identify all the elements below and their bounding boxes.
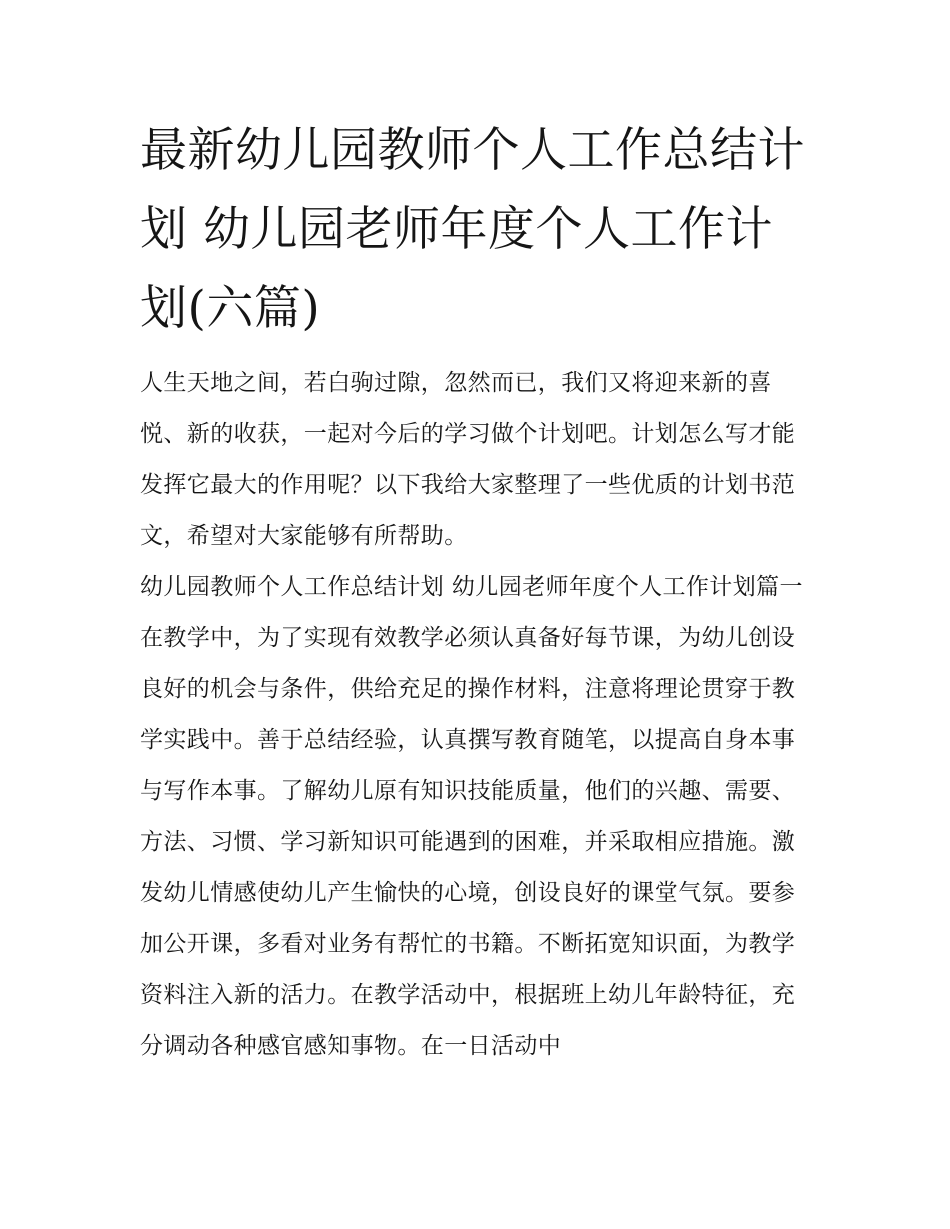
- document-page: [140, 111, 815, 1072]
- intro-paragraph: 人生天地之间，若白驹过隙，忽然而已，我们又将迎来新的喜悦、新的收获，一起对今后的学习做个计划吧。计划怎么写才能发挥它最大的作用呢？以下我给大家整理了一些优质的计划书范文，希望对大家能够有所帮助。: [140, 370, 796, 549]
- body-paragraph: 在教学中，为了实现有效教学必须认真备好每节课，为幼儿创设良好的机会与条件，供给充足的操作材料，注意将理论贯穿于教学实践中。善于总结经验，认真撰写教育随笔，以提高自身本事与写作本事。了解幼儿原有知识技能质量，他们的兴趣、需要、方法、习惯、学习新知识可能遇到的困难，并采取相应措施。激发幼儿情感使幼儿产生愉快的心境，创设良好的课堂气氛。要参加公开课，多看对业务有帮忙的书籍。不断拓宽知识面，为教学资料注入新的活力。在教学活动中，根据班上幼儿年龄特征，充分调动各种感官感知事物。在一日活动中: [140, 625, 796, 1059]
- section-heading: 幼儿园教师个人工作总结计划 幼儿园老师年度个人工作计划篇一: [140, 574, 803, 600]
- document-title: 最新幼儿园教师个人工作总结计划 幼儿园老师年度个人工作计划(六篇): [140, 123, 805, 336]
